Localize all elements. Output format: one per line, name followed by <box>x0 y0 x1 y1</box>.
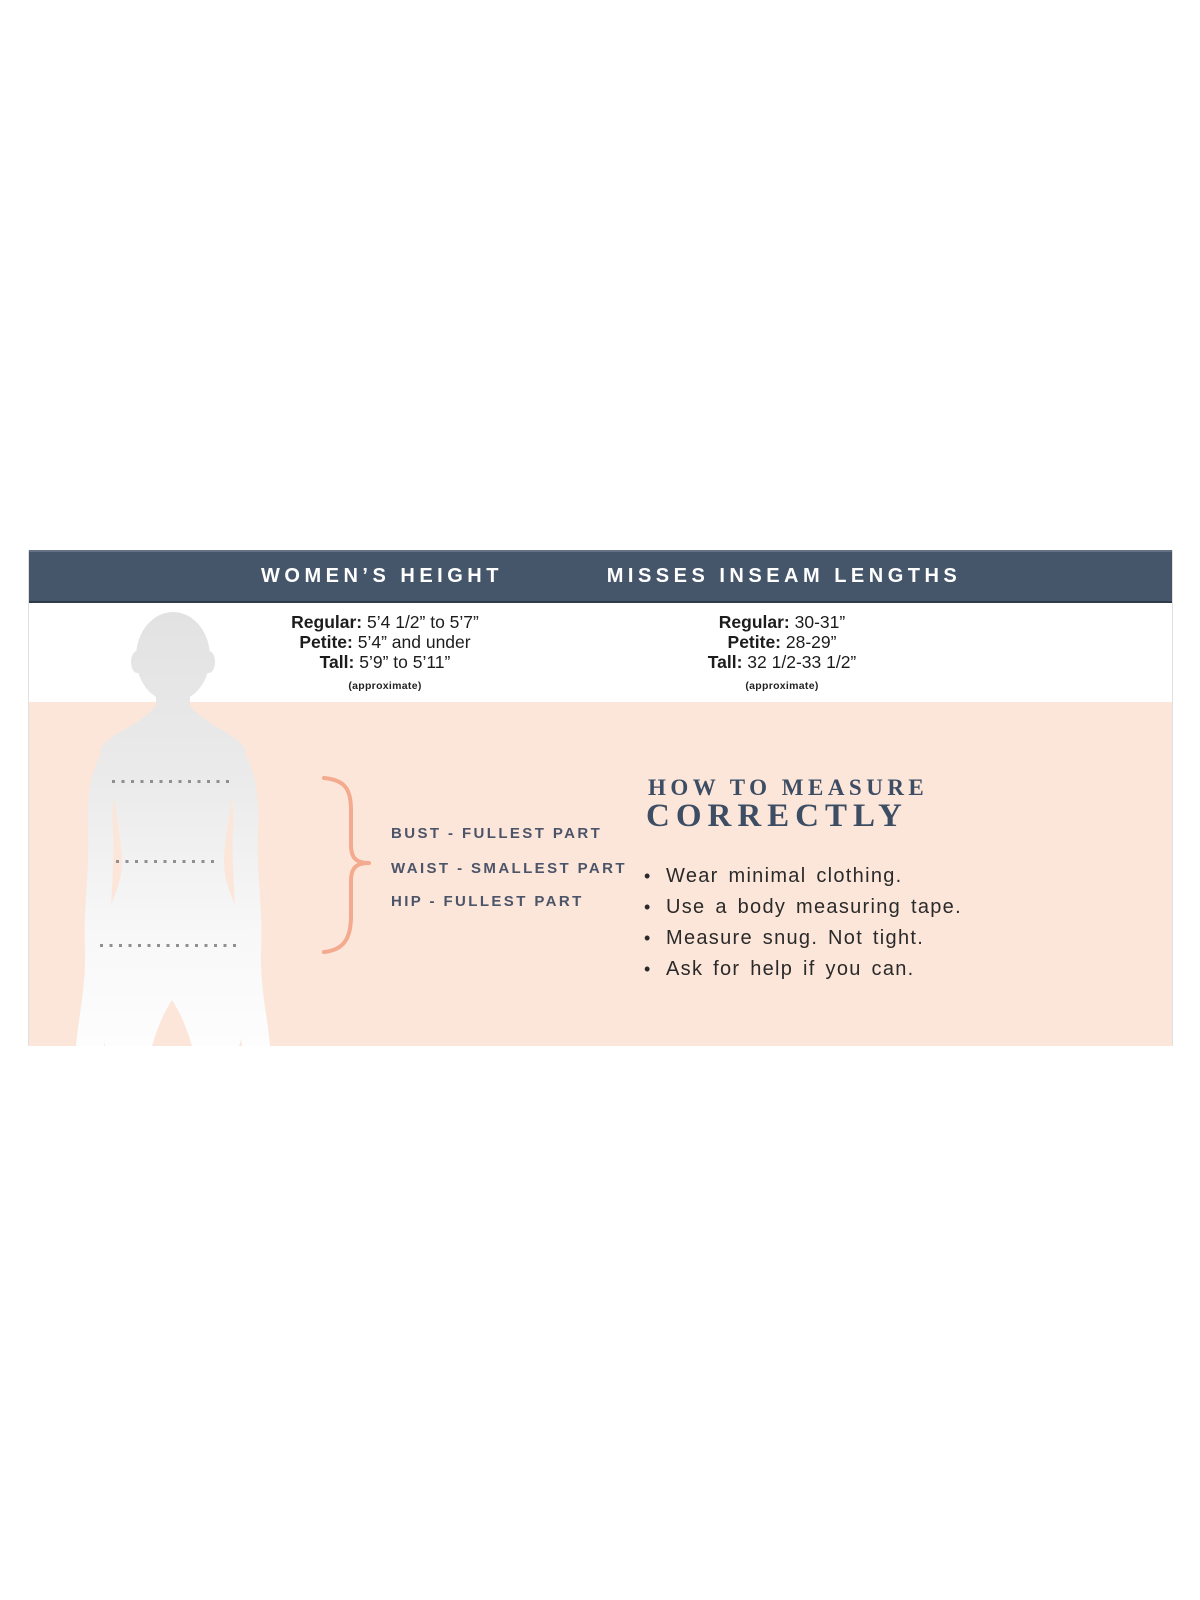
tip-text: Wear minimal clothing. <box>666 865 903 887</box>
bullet-icon: • <box>644 866 652 886</box>
inseam-row-petite <box>708 632 857 652</box>
row-value: 5’4 1/2” to 5’7” <box>366 612 479 632</box>
hip-label: HIP - FULLEST PART <box>391 893 584 910</box>
row-label: Regular: <box>291 612 363 632</box>
bullet-icon: • <box>644 959 652 979</box>
height-row-regular <box>291 612 479 632</box>
tip-text: Use a body measuring tape. <box>666 896 962 918</box>
womens-height-values <box>291 612 479 696</box>
row-value: 32 1/2-33 1/2” <box>747 652 857 672</box>
bullet-icon: • <box>644 928 652 948</box>
correctly-title: CORRECTLY <box>646 798 908 834</box>
measuring-tips-list <box>644 861 962 985</box>
tip-text: Ask for help if you can. <box>666 958 915 980</box>
row-value: 28-29” <box>785 632 837 652</box>
list-item <box>644 892 962 923</box>
how-to-measure-title: HOW TO MEASURE <box>648 775 929 800</box>
list-item <box>644 861 962 892</box>
row-value: 5’4” and under <box>357 632 471 652</box>
bust-dotted-line <box>112 780 230 783</box>
bust-label: BUST - FULLEST PART <box>391 825 603 842</box>
table-header-bar <box>29 550 1172 603</box>
row-label: Tall: <box>707 652 743 672</box>
inseam-row-tall <box>708 652 857 672</box>
column-header-womens-height: WOMEN’S HEIGHT <box>261 565 503 587</box>
column-header-misses-inseam: MISSES INSEAM LENGTHS <box>606 565 962 587</box>
row-label: Petite: <box>727 632 781 652</box>
waist-label: WAIST - SMALLEST PART <box>391 860 627 877</box>
row-value: 5’9” to 5’11” <box>359 652 451 672</box>
waist-dotted-line <box>116 860 220 863</box>
female-body-silhouette <box>50 610 300 1046</box>
row-label: Regular: <box>718 612 790 632</box>
bullet-icon: • <box>644 897 652 917</box>
inseam-row-regular <box>708 612 857 632</box>
misses-inseam-values <box>708 612 857 696</box>
height-row-tall <box>291 652 479 672</box>
row-label: Petite: <box>299 632 353 652</box>
hip-dotted-line <box>100 944 242 947</box>
row-label: Tall: <box>319 652 355 672</box>
tip-text: Measure snug. Not tight. <box>666 927 925 949</box>
list-item <box>644 923 962 954</box>
list-item <box>644 954 962 985</box>
curly-brace-icon <box>316 770 376 960</box>
approximate-note: (approximate) <box>745 680 819 692</box>
row-value: 30-31” <box>794 612 846 632</box>
height-row-petite <box>291 632 479 652</box>
approximate-note: (approximate) <box>348 680 422 692</box>
